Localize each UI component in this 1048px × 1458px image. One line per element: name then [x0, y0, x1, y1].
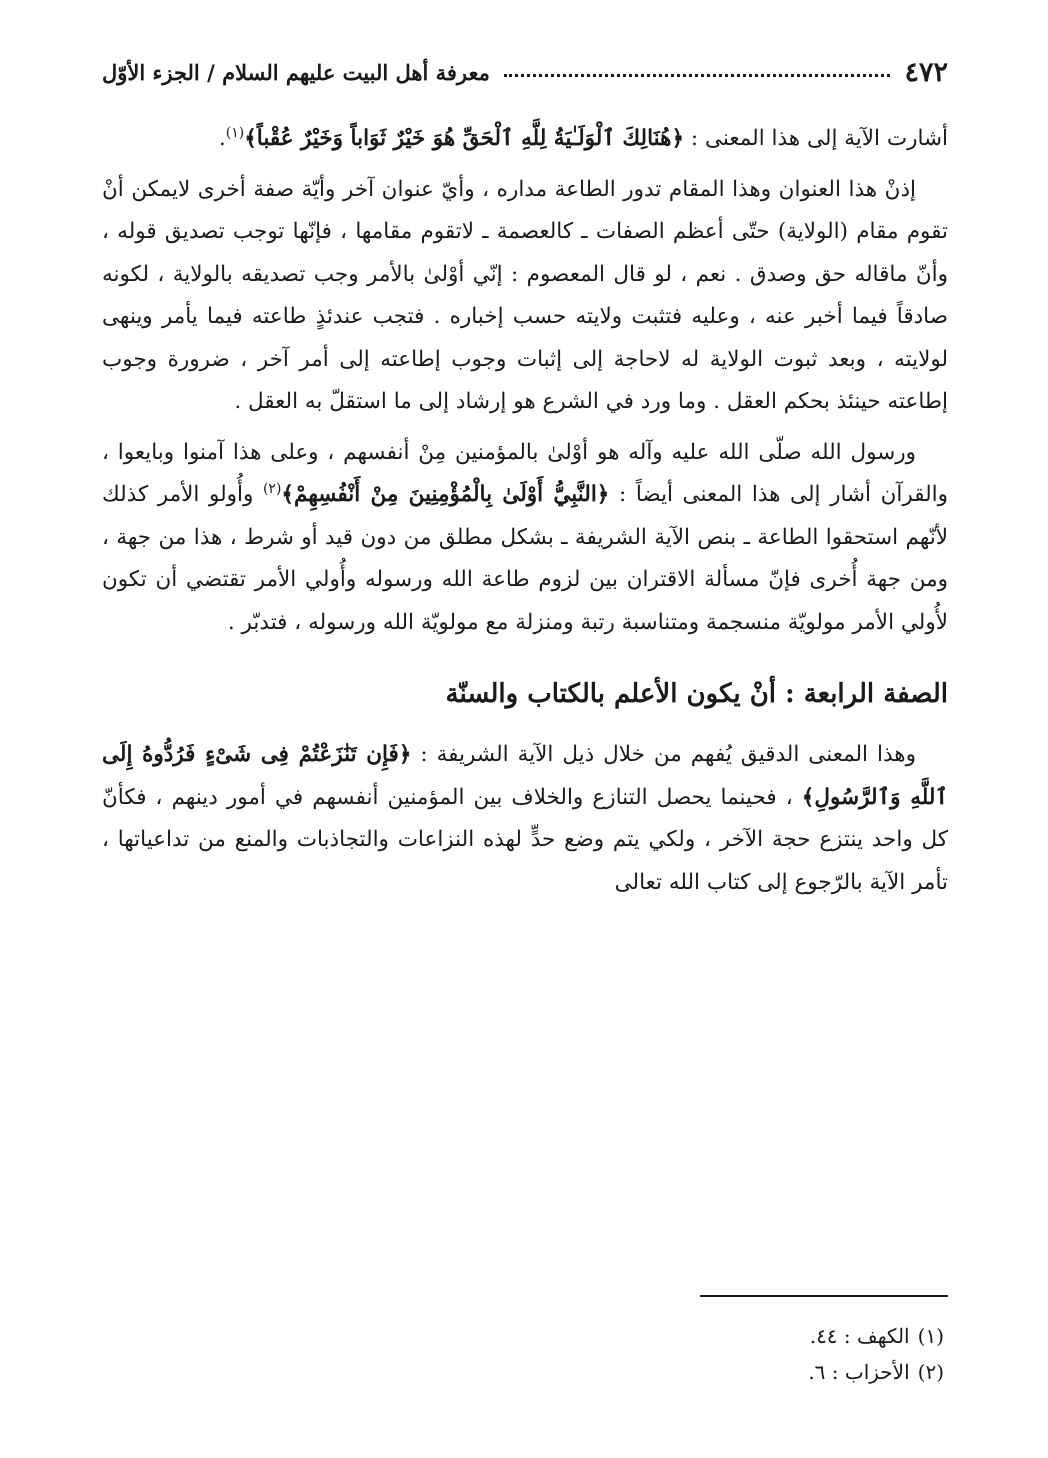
- quran-quote-1: ﴿هُنَالِكَ ٱلْوَلَـٰيَةُ لِلَّهِ ٱلْحَقِّ هُوَ خَيْرٌ ثَوَاباً وَخَيْرٌ عُقْباً﴾: [244, 126, 685, 151]
- main-text: [102, 118, 948, 904]
- page-number: ٤٧٢: [904, 56, 948, 88]
- paragraph-3-rest: وأُولو الأمر كذلك لأنّهم استحقوا الطاعة ـ بنص الآية الشريفة ـ بشكل مطلق من دون قيد أو شرط ، هذا من جهة ، ومن جهة أُخرى فإنّ مسألة الاقتران بين لزوم طاعة الله ورسوله وأُولي الأمر تقتضي أن تكون لأُولي الأمر مولويّة منسجمة ومتناسبة رتبة ومنزلة مع مولويّة الله ورسوله ، فتدبّر .: [102, 482, 948, 635]
- paragraph-4-start: وهذا المعنى الدقيق يُفهم من خلال ذيل الآية الشريفة :: [411, 742, 916, 767]
- footnote-2-text: الأحزاب : ٦.: [808, 1360, 910, 1384]
- paragraph-4-rest: ، فحينما يحصل التنازع والخلاف بين المؤمنين أنفسهم في أمور دينهم ، فكأنّ كل واحد ينتزع حجة الآخر ، ولكي يتم وضع حدٍّ لهذه النزاعات والتجاذبات والمنع من تداعياتها ، تأمر الآية بالرّجوع إلى كتاب الله تعالى: [102, 784, 948, 895]
- paragraph-1-end: .: [218, 126, 226, 151]
- footnote-ref-1: (١): [225, 124, 245, 141]
- paragraph-3-start: ورسول الله صلّى الله عليه وآله هو أوْلىٰ بالمؤمنين مِنْ أنفسهم ، وعلى هذا آمنوا وبايعوا ، والقرآن أشار إلى هذا المعنى أيضاً :: [102, 439, 948, 507]
- running-title: معرفة أهل البيت عليهم السلام / الجزء الأوّل: [102, 59, 490, 85]
- footnote-separator: [700, 1295, 948, 1297]
- header-dot-leader: [504, 52, 891, 77]
- section-heading: الصفة الرابعة : أنْ يكون الأعلم بالكتاب والسنّة: [445, 679, 948, 709]
- footnote-ref-2: (٢): [262, 480, 282, 497]
- footnote-2-number: (٢): [917, 1360, 944, 1384]
- footnote-2: [544, 1354, 944, 1390]
- paragraph-1-intro: أشارت الآية إلى هذا المعنى :: [684, 126, 948, 151]
- footnote-1-number: (١): [917, 1324, 944, 1348]
- footnotes: [544, 1318, 944, 1390]
- paragraph-2: إذنْ هذا العنوان وهذا المقام تدور الطاعة مداره ، وأيّ عنوان آخر وأيّة صفة أخرى لايمكن أنْ تقوم مقام (الولاية) حتّى أعظم الصفات ـ كالعصمة ـ لاتقوم مقامها ، فإنّها توجب تصديق قوله ، وأنّ ماقاله حق وصدق . نعم ، لو قال المعصوم : إنّي أوْلىٰ بالأمر وجب تصديقه بالولاية ، لكونه صادقاً فيما أخبر عنه ، وعليه فتثبت ولايته حسب إخباره . فتجب عندئذٍ طاعته فيما يأمر وينهى لولايته ، وبعد ثبوت الولاية له لاحاجة إلى إثبات وجوب إطاعته إلى أمر آخر ، ضرورة وجوب إطاعته حينئذ بحكم العقل . وما ورد في الشرع هو إرشاد إلى ما استقلّ به العقل .: [102, 176, 948, 414]
- page-header: [102, 52, 948, 92]
- quran-quote-3: ﴿فَإِن تَنَٰزَعْتُمْ فِى شَىْءٍ فَرُدُّوهُ إِلَى ٱللَّهِ وَٱلرَّسُولِ﴾: [102, 742, 948, 810]
- paragraph-4: [102, 734, 948, 904]
- paragraph-3: [102, 432, 948, 645]
- paragraph-1: [102, 118, 948, 161]
- footnote-1-text: الكهف : ٤٤.: [809, 1324, 910, 1348]
- footnote-1: [544, 1318, 944, 1354]
- quran-quote-2: ﴿النَّبِيُّ أَوْلَىٰ بِالْمُؤْمِنِينَ مِنْ أَنْفُسِهِمْ﴾: [281, 482, 610, 507]
